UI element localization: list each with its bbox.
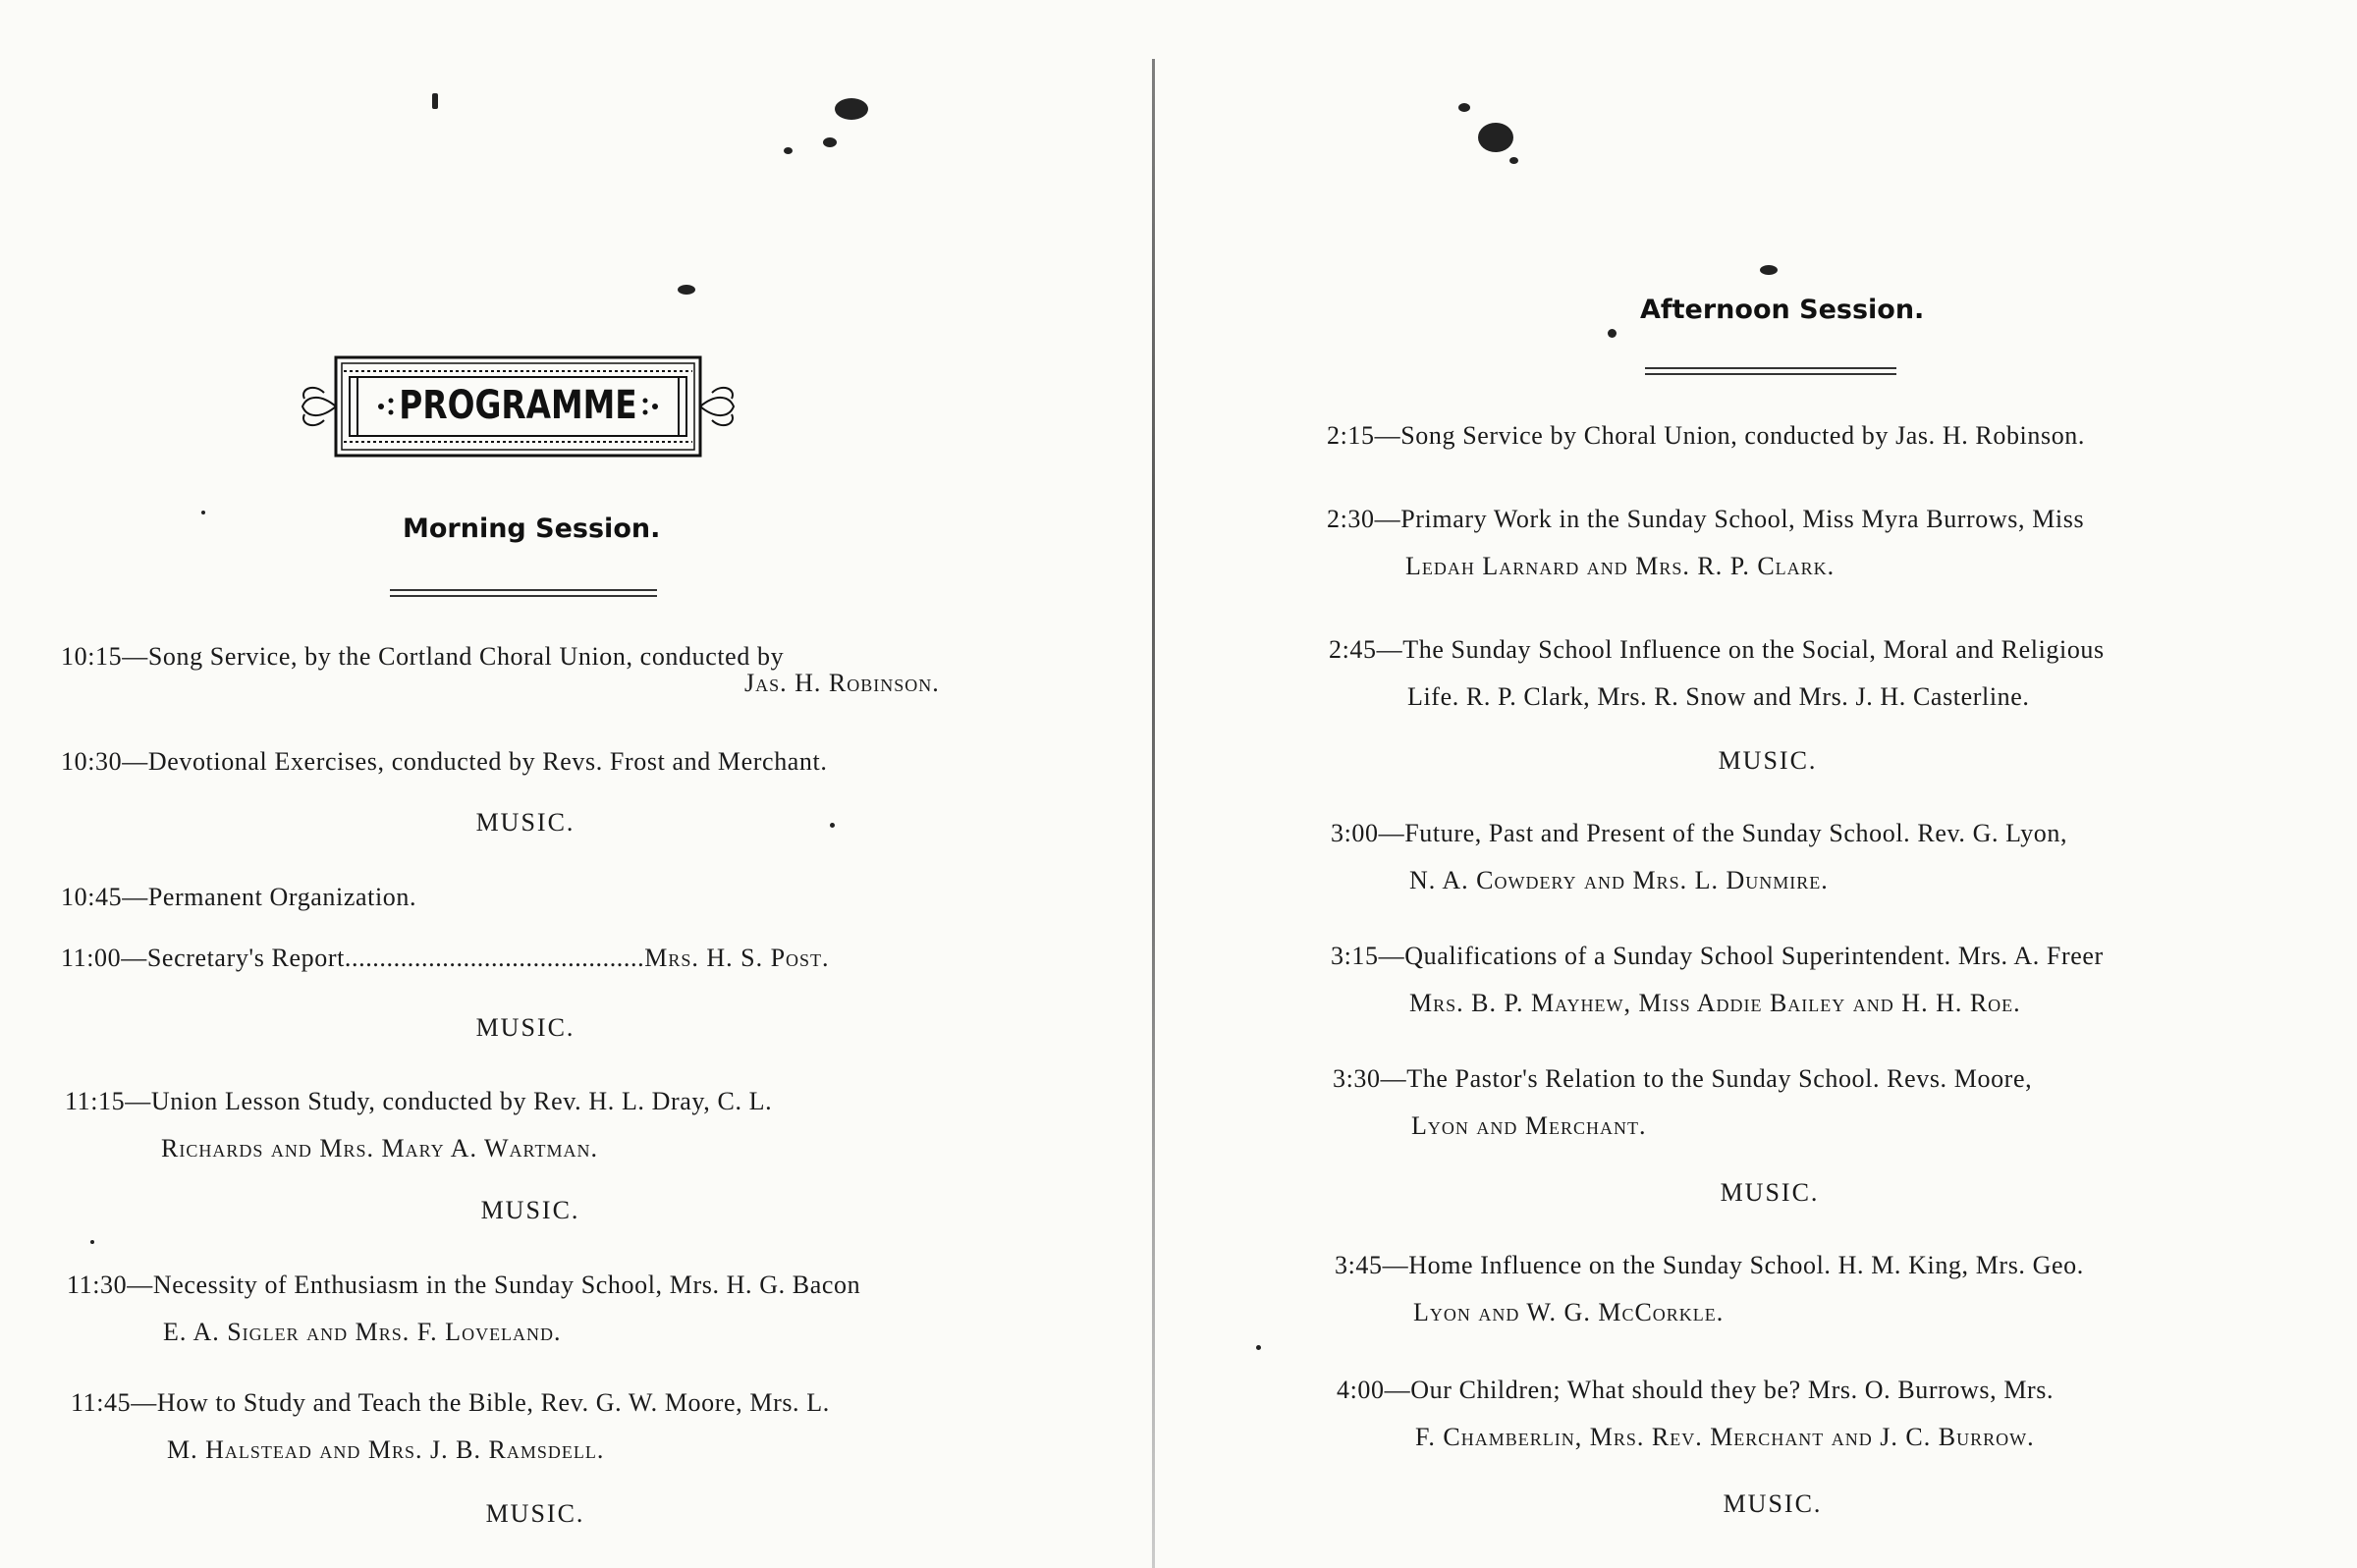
ink-blot: [1509, 157, 1518, 164]
item-time: 3:00: [1331, 819, 1379, 847]
music-interlude: MUSIC.: [1720, 1178, 1820, 1207]
music-interlude: MUSIC.: [485, 1499, 585, 1528]
item-text: Secretary's Report: [146, 944, 345, 972]
music-interlude: MUSIC.: [475, 808, 576, 837]
ink-blot: [678, 285, 695, 295]
item-continuation: Richards and Mrs. Mary A. Wartman.: [161, 1134, 598, 1162]
ink-speck: [201, 511, 205, 514]
ink-speck: [90, 1240, 94, 1244]
item-continuation: Lyon and Merchant.: [1411, 1111, 1647, 1140]
ink-blot: [1458, 103, 1470, 112]
item-continuation: M. Halstead and Mrs. J. B. Ramsdell.: [167, 1435, 605, 1464]
ink-blot: [432, 93, 438, 109]
programme-item: 3:45—Home Influence on the Sunday School. H. M. King, Mrs. Geo. Lyon and W. G. McCorkle.: [1335, 1242, 2084, 1336]
item-continuation: Life. R. P. Clark, Mrs. R. Snow and Mrs. J. H. Casterline.: [1407, 682, 2030, 711]
programme-item: 11:15—Union Lesson Study, conducted by Rev. H. L. Dray, C. L. Richards and Mrs. Mary A. Wartman.: [65, 1078, 772, 1172]
programme-item: 10:45—Permanent Organization.: [61, 883, 417, 911]
item-text: The Pastor's Relation to the Sunday School. Revs. Moore,: [1406, 1064, 2033, 1093]
ink-blot: [1760, 265, 1778, 275]
item-continuation: E. A. Sigler and Mrs. F. Loveland.: [163, 1318, 562, 1346]
item-time: 2:15: [1327, 421, 1375, 450]
dot-leader: ...........................................: [344, 944, 645, 972]
programme-item: 10:30—Devotional Exercises, conducted by Revs. Frost and Merchant.: [61, 747, 828, 776]
title-rule: [390, 589, 657, 597]
item-text: The Sunday School Influence on the Social, Moral and Religious: [1402, 635, 2105, 664]
programme-item: 3:30—The Pastor's Relation to the Sunday School. Revs. Moore, Lyon and Merchant.: [1333, 1055, 2032, 1150]
item-text: Song Service, by the Cortland Choral Union, conducted by: [147, 642, 785, 671]
item-time: 10:30: [61, 747, 123, 776]
item-continuation: Jas. H. Robinson.: [744, 669, 940, 697]
programme-item: 2:15—Song Service by Choral Union, conducted by Jas. H. Robinson.: [1327, 421, 2085, 450]
item-time: 11:00: [61, 944, 122, 972]
music-interlude: MUSIC.: [1718, 746, 1818, 775]
item-text: Song Service by Choral Union, conducted by Jas. H. Robinson.: [1400, 421, 2085, 450]
title-rule: [1645, 367, 1896, 375]
programme-item: 11:45—How to Study and Teach the Bible, Rev. G. W. Moore, Mrs. L. M. Halstead and Mrs. J. B. Ramsdell.: [71, 1379, 830, 1474]
item-text: Qualifications of a Sunday School Superintendent. Mrs. A. Freer: [1404, 942, 2104, 970]
ink-blot: [784, 147, 793, 154]
item-time: 11:45: [71, 1388, 132, 1417]
afternoon-session-title: Afternoon Session.: [1640, 295, 1925, 325]
music-interlude: MUSIC.: [1723, 1489, 1823, 1518]
item-time: 3:30: [1333, 1064, 1381, 1093]
item-time: 11:30: [67, 1271, 128, 1299]
item-text: Future, Past and Present of the Sunday School. Rev. G. Lyon,: [1404, 819, 2068, 847]
item-continuation: Lyon and W. G. McCorkle.: [1413, 1298, 1725, 1326]
item-continuation: F. Chamberlin, Mrs. Rev. Merchant and J. C. Burrow.: [1415, 1423, 2035, 1451]
left-page: [0, 0, 1144, 1568]
programme-item: 3:00—Future, Past and Present of the Sunday School. Rev. G. Lyon, N. A. Cowdery and Mrs. L. Dunmire.: [1331, 810, 2067, 904]
ink-blot: [823, 137, 837, 147]
ink-blot: [1478, 123, 1513, 152]
item-time: 4:00: [1337, 1376, 1385, 1404]
item-time: 3:45: [1335, 1251, 1383, 1279]
right-page: [1164, 0, 2357, 1568]
item-text: Devotional Exercises, conducted by Revs. Frost and Merchant.: [147, 747, 828, 776]
programme-banner: [295, 353, 741, 460]
item-time: 10:45: [61, 883, 123, 911]
item-time: 11:15: [65, 1087, 126, 1115]
programme-item: 4:00—Our Children; What should they be? Mrs. O. Burrows, Mrs. F. Chamberlin, Mrs. Rev. Merchant and J. C. Burrow.: [1337, 1367, 2054, 1461]
item-time: 10:15: [61, 642, 123, 671]
programme-item: 11:30—Necessity of Enthusiasm in the Sunday School, Mrs. H. G. Bacon E. A. Sigler and Mrs. F. Loveland.: [67, 1262, 860, 1356]
morning-session-title: Morning Session.: [403, 514, 661, 544]
item-name: Mrs. H. S. Post.: [644, 944, 830, 972]
ink-speck: [1256, 1345, 1261, 1350]
item-text: How to Study and Teach the Bible, Rev. G. W. Moore, Mrs. L.: [156, 1388, 830, 1417]
music-interlude: MUSIC.: [475, 1013, 576, 1042]
item-continuation: N. A. Cowdery and Mrs. L. Dunmire.: [1409, 866, 1829, 894]
programme-item: 11:00—Secretary's Report...........................................Mrs. H. S. Post.: [61, 944, 830, 972]
item-text: Home Influence on the Sunday School. H. M. King, Mrs. Geo.: [1408, 1251, 2084, 1279]
item-continuation: Ledah Larnard and Mrs. R. P. Clark.: [1405, 552, 1836, 580]
ink-blot: [1608, 329, 1617, 338]
programme-item: 2:45—The Sunday School Influence on the Social, Moral and Religious Life. R. P. Clark, Mrs. R. Snow and Mrs. J. H. Casterline.: [1329, 626, 2105, 721]
item-text: Permanent Organization.: [147, 883, 417, 911]
programme-item: 10:15—Song Service, by the Cortland Choral Union, conducted by: [61, 642, 785, 671]
item-time: 2:30: [1327, 505, 1375, 533]
item-text: Necessity of Enthusiasm in the Sunday School, Mrs. H. G. Bacon: [152, 1271, 861, 1299]
music-interlude: MUSIC.: [480, 1196, 580, 1224]
programme-item: 3:15—Qualifications of a Sunday School Superintendent. Mrs. A. Freer Mrs. B. P. Mayhew, Miss Addie Bailey and H. H. Roe.: [1331, 933, 2104, 1027]
item-text: Our Children; What should they be? Mrs. O. Burrows, Mrs.: [1410, 1376, 2055, 1404]
banner-title: PROGRAMME: [399, 383, 637, 428]
item-text: Primary Work in the Sunday School, Miss Myra Burrows, Miss: [1400, 505, 2085, 533]
book-spine: [1147, 59, 1161, 1568]
item-text: Union Lesson Study, conducted by Rev. H. L. Dray, C. L.: [150, 1087, 773, 1115]
ink-speck: [830, 823, 835, 828]
item-time: 3:15: [1331, 942, 1379, 970]
item-continuation: Mrs. B. P. Mayhew, Miss Addie Bailey and H. H. Roe.: [1409, 989, 2021, 1017]
item-time: 2:45: [1329, 635, 1377, 664]
ink-blot: [835, 98, 868, 120]
programme-item: 2:30—Primary Work in the Sunday School, Miss Myra Burrows, Miss Ledah Larnard and Mrs. R. P. Clark.: [1327, 496, 2084, 590]
